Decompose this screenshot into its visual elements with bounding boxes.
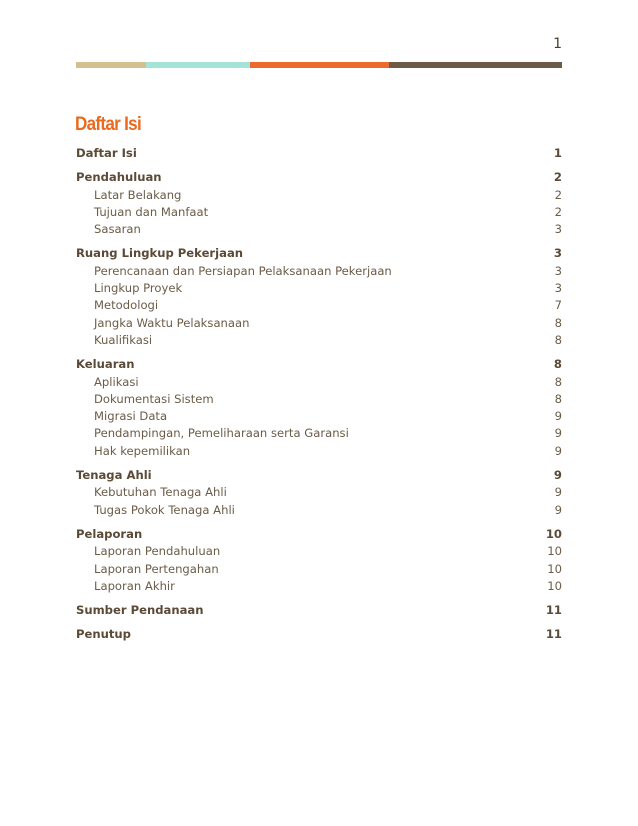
toc-entry-label: Tujuan dan Manfaat — [94, 204, 209, 219]
toc-entry-page-number: 8 — [554, 374, 562, 389]
toc-entry-subheading[interactable] — [76, 297, 562, 314]
toc-entry-label: Laporan Pertengahan — [94, 561, 219, 576]
toc-entry-label: Lingkup Proyek — [94, 281, 183, 296]
toc-entry-heading[interactable] — [76, 526, 562, 543]
toc-entry-heading[interactable] — [76, 356, 562, 373]
toc-entry-subheading[interactable] — [76, 263, 562, 280]
toc-entry-subheading[interactable] — [76, 543, 562, 560]
toc-entry-page-number: 11 — [545, 627, 562, 642]
toc-entry-page-number: 9 — [554, 502, 562, 517]
toc-entry-label: Sumber Pendanaan — [76, 603, 204, 618]
toc-entry-subheading[interactable] — [76, 425, 562, 442]
toc-entry-label: Dokumentasi Sistem — [94, 391, 214, 406]
toc-entry-subheading[interactable] — [76, 204, 562, 221]
toc-entry-label: Hak kepemilikan — [94, 443, 191, 458]
toc-entry-label: Latar Belakang — [94, 187, 182, 202]
toc-entry-page-number: 9 — [554, 409, 562, 424]
toc-entry-page-number: 9 — [554, 485, 562, 500]
toc-entry-subheading[interactable] — [76, 502, 562, 519]
toc-entry-heading[interactable] — [76, 467, 562, 484]
color-bar-segment-brown — [389, 62, 562, 68]
toc-entry-page-number: 2 — [554, 187, 562, 202]
color-bar-segment-tan — [76, 62, 146, 68]
toc-section — [76, 145, 562, 162]
toc-entry-page-number: 10 — [547, 578, 562, 593]
toc-entry-label: Laporan Akhir — [94, 578, 175, 593]
toc-entry-page-number: 3 — [554, 263, 562, 278]
toc-entry-page-number: 3 — [554, 222, 562, 237]
toc-entry-page-number: 1 — [553, 146, 562, 160]
toc-entry-label: Tugas Pokok Tenaga Ahli — [94, 502, 235, 517]
toc-entry-label: Perencanaan dan Persiapan Pelaksanaan Pekerjaan — [94, 263, 392, 278]
toc-entry-subheading[interactable] — [76, 332, 562, 349]
toc-entry-page-number: 10 — [547, 544, 562, 559]
toc-entry-label: Migrasi Data — [94, 409, 168, 424]
color-bar-segment-orange — [250, 62, 389, 68]
toc-entry-label: Daftar Isi — [76, 146, 137, 160]
toc-entry-label: Penutup — [76, 627, 131, 642]
toc-entry-label: Aplikasi — [94, 374, 139, 389]
toc-entry-label: Ruang Lingkup Pekerjaan — [76, 246, 244, 261]
toc-entry-page-number: 8 — [554, 332, 562, 347]
decorative-color-bar — [76, 62, 562, 68]
toc-entry-subheading[interactable] — [76, 561, 562, 578]
toc-section — [76, 356, 562, 460]
toc-entry-page-number: 8 — [554, 315, 562, 330]
toc-entry-subheading[interactable] — [76, 221, 562, 238]
toc-entry-label: Tenaga Ahli — [76, 468, 152, 483]
toc-entry-label: Laporan Pendahuluan — [94, 544, 221, 559]
toc-entry-label: Sasaran — [94, 222, 141, 237]
toc-entry-subheading[interactable] — [76, 578, 562, 595]
toc-entry-label: Keluaran — [76, 357, 135, 372]
toc-entry-label: Pendampingan, Pemeliharaan serta Garansi — [94, 426, 349, 441]
toc-section — [76, 467, 562, 519]
toc-entry-heading[interactable] — [76, 245, 562, 262]
toc-entry-page-number: 2 — [553, 170, 562, 185]
toc-entry-subheading[interactable] — [76, 315, 562, 332]
color-bar-segment-mint — [146, 62, 250, 68]
toc-entry-page-number: 10 — [547, 561, 562, 576]
toc-entry-label: Metodologi — [94, 298, 159, 313]
toc-entry-label: Jangka Waktu Pelaksanaan — [94, 315, 250, 330]
toc-entry-page-number: 11 — [545, 603, 562, 618]
toc-entry-page-number: 3 — [554, 281, 562, 296]
toc-entry-subheading[interactable] — [76, 443, 562, 460]
toc-entry-page-number: 8 — [553, 357, 562, 372]
toc-section — [76, 626, 562, 643]
toc-entry-label: Kualifikasi — [94, 332, 153, 347]
toc-entry-heading[interactable] — [76, 169, 562, 186]
toc-entry-heading[interactable] — [76, 602, 562, 619]
toc-section — [76, 245, 562, 349]
toc-entry-subheading[interactable] — [76, 187, 562, 204]
toc-entry-page-number: 9 — [554, 443, 562, 458]
toc-entry-subheading[interactable] — [76, 391, 562, 408]
toc-entry-heading[interactable] — [76, 626, 562, 643]
toc-entry-page-number: 8 — [554, 391, 562, 406]
page-number: 1 — [553, 36, 562, 52]
toc-entry-page-number: 10 — [545, 526, 562, 541]
toc-entry-page-number: 7 — [554, 298, 562, 313]
table-of-contents — [76, 145, 562, 651]
toc-entry-label: Pelaporan — [76, 526, 143, 541]
toc-entry-subheading[interactable] — [76, 484, 562, 501]
toc-entry-subheading[interactable] — [76, 280, 562, 297]
toc-entry-page-number: 9 — [554, 426, 562, 441]
toc-entry-heading[interactable] — [76, 145, 562, 162]
toc-section — [76, 526, 562, 595]
toc-entry-subheading[interactable] — [76, 408, 562, 425]
toc-section — [76, 602, 562, 619]
toc-entry-subheading[interactable] — [76, 374, 562, 391]
toc-section — [76, 169, 562, 238]
toc-entry-label: Kebutuhan Tenaga Ahli — [94, 485, 227, 500]
toc-entry-page-number: 9 — [553, 468, 562, 483]
toc-entry-page-number: 3 — [553, 246, 562, 261]
toc-title: Daftar Isi — [75, 114, 141, 135]
toc-entry-page-number: 2 — [554, 204, 562, 219]
toc-entry-label: Pendahuluan — [76, 170, 162, 185]
